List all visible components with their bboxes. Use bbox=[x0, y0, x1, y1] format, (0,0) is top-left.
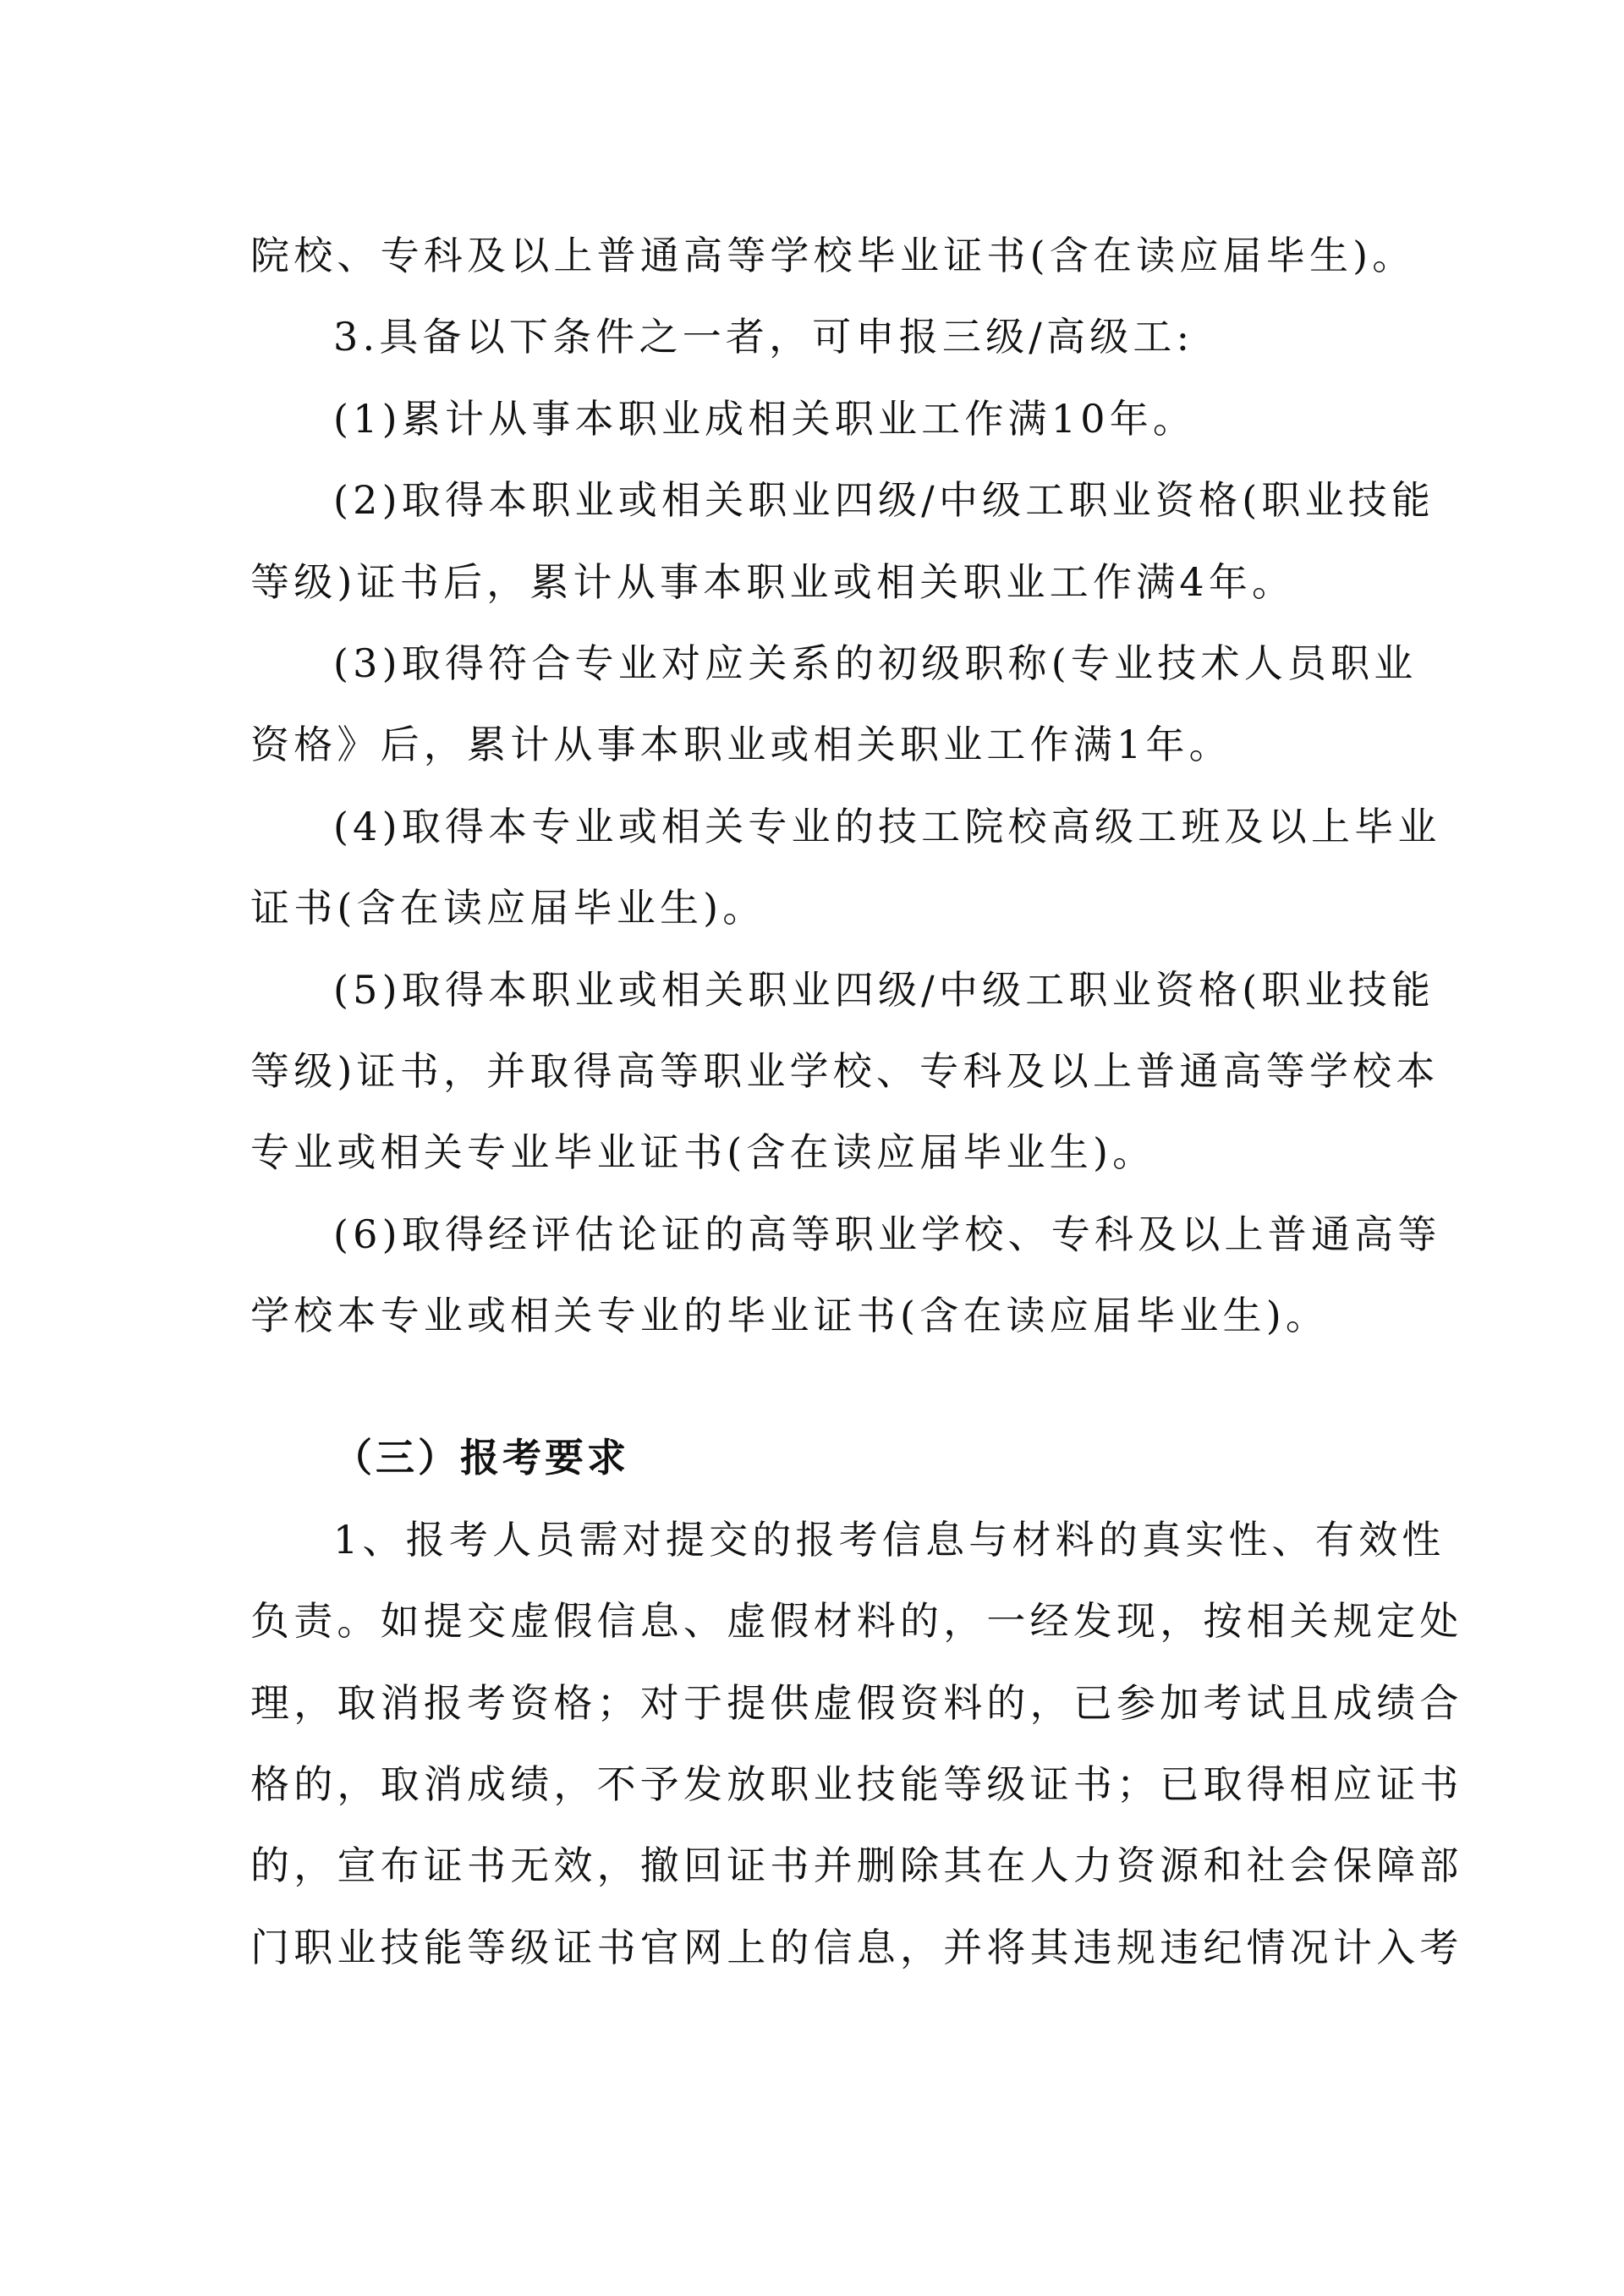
requirement-1-line-1: 1、报考人员需对提交的报考信息与材料的真实性、有效性 bbox=[333, 1516, 1446, 1563]
requirement-1-line-4: 格的，取消成绩，不予发放职业技能等级证书；已取得相应证书 bbox=[250, 1761, 1463, 1808]
condition-3-line-2: 资格》后，累计从事本职业或相关职业工作满1年。 bbox=[250, 722, 1232, 768]
condition-4-line-2: 证书(含在读应届毕业生)。 bbox=[250, 885, 766, 931]
condition-6-line-2: 学校本专业或相关专业的毕业证书(含在读应届毕业生)。 bbox=[250, 1293, 1330, 1339]
requirement-1-line-3: 理，取消报考资格；对于提供虚假资料的，已参加考试且成绩合 bbox=[250, 1679, 1463, 1726]
requirement-1-line-5: 的，宣布证书无效，撤回证书并删除其在人力资源和社会保障部 bbox=[250, 1843, 1463, 1889]
condition-3-line-1: (3)取得符合专业对应关系的初级职称(专业技术人员职业 bbox=[333, 640, 1418, 686]
condition-5-line-2: 等级)证书，并取得高等职业学校、专科及以上普通高等学校本 bbox=[250, 1047, 1440, 1094]
item3-intro: 3.具备以下条件之一者，可申报三级/高级工: bbox=[333, 314, 1194, 360]
section-heading: （三）报考要求 bbox=[333, 1435, 629, 1481]
condition-2-line-2: 等级)证书后，累计从事本职业或相关职业工作满4年。 bbox=[250, 558, 1296, 605]
paragraph-line: 院校、专科及以上普通高等学校毕业证书(含在读应届毕生)。 bbox=[250, 233, 1416, 278]
document-body bbox=[250, 215, 1463, 1988]
requirement-1-line-2: 负责。如提交虚假信息、虚假材料的，一经发现，按相关规定处 bbox=[250, 1598, 1463, 1645]
condition-5-line-1: (5)取得本职业或相关职业四级/中级工职业资格(职业技能 bbox=[333, 966, 1435, 1013]
condition-4-line-1: (4)取得本专业或相关专业的技工院校高级工班及以上毕业 bbox=[333, 803, 1441, 849]
section-spacer bbox=[250, 1356, 1388, 1417]
condition-6-line-1: (6)取得经评估论证的高等职业学校、专科及以上普通高等 bbox=[333, 1211, 1441, 1257]
condition-5-line-3: 专业或相关专业毕业证书(含在读应届毕业生)。 bbox=[250, 1129, 1156, 1176]
condition-2-line-1: (2)取得本职业或相关职业四级/中级工职业资格(职业技能 bbox=[333, 477, 1435, 524]
condition-1: (1)累计从事本职业成相关职业工作满10年。 bbox=[333, 395, 1197, 442]
requirement-1-line-6: 门职业技能等级证书官网上的信息，并将其违规违纪情况计入考 bbox=[250, 1924, 1463, 1970]
